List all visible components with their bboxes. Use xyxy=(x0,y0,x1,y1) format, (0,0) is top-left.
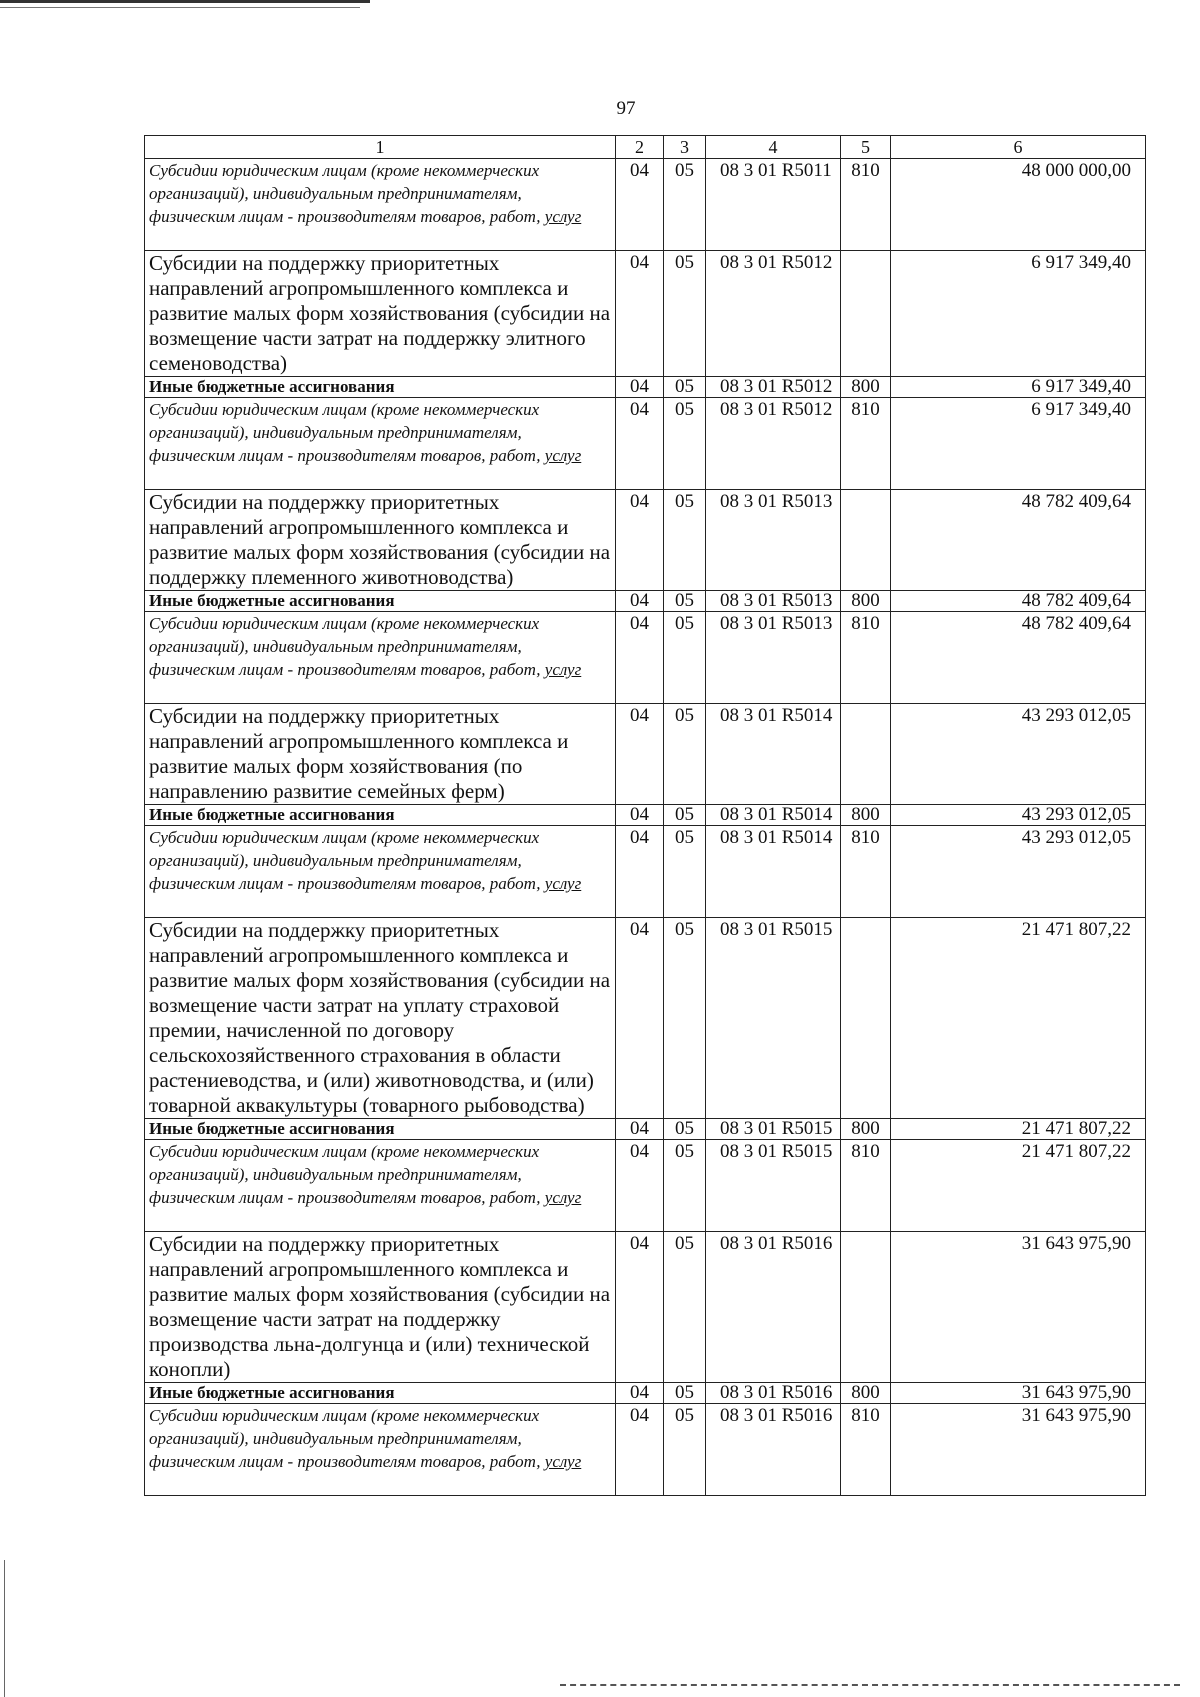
row-amount-cell: 48 782 409,64 xyxy=(891,591,1146,612)
row-name-cell xyxy=(145,1119,616,1140)
row-name-text: Субсидии юридическим лицам (кроме некоммерческих организаций), индивидуальным предпринимателям, физическим лицам - производителям товаров, работ, xyxy=(149,614,541,679)
row-subsection-cell: 05 xyxy=(664,490,706,591)
row-name-last-word: услуг xyxy=(544,207,582,226)
row-subsection-cell: 05 xyxy=(664,826,706,918)
row-name-cell xyxy=(145,1383,616,1404)
row-section-cell: 04 xyxy=(616,490,664,591)
row-subsection-cell: 05 xyxy=(664,1232,706,1383)
row-target-code-cell: 08 3 01 R5016 xyxy=(706,1232,841,1383)
row-amount-cell: 21 471 807,22 xyxy=(891,1119,1146,1140)
row-target-code-cell: 08 3 01 R5014 xyxy=(706,704,841,805)
row-section-cell: 04 xyxy=(616,591,664,612)
row-name-last-word: услуг xyxy=(544,446,582,465)
row-section-cell: 04 xyxy=(616,251,664,377)
scan-top-rule-thin xyxy=(0,7,360,8)
row-section-cell: 04 xyxy=(616,1383,664,1404)
row-target-code-cell: 08 3 01 R5013 xyxy=(706,612,841,704)
row-name-cell xyxy=(145,1140,616,1232)
row-name-text: Иные бюджетные ассигнования xyxy=(149,591,395,610)
scan-top-rule xyxy=(0,0,370,3)
table-row xyxy=(145,1404,1146,1496)
row-section-cell: 04 xyxy=(616,1140,664,1232)
row-amount-cell: 21 471 807,22 xyxy=(891,1140,1146,1232)
row-target-code-cell: 08 3 01 R5014 xyxy=(706,826,841,918)
scan-bottom-dash xyxy=(560,1684,1180,1686)
table-row xyxy=(145,1383,1146,1404)
table-row xyxy=(145,704,1146,805)
row-amount-cell: 31 643 975,90 xyxy=(891,1383,1146,1404)
table-row xyxy=(145,591,1146,612)
row-name-last-word: услуг xyxy=(544,1452,582,1471)
row-subsection-cell: 05 xyxy=(664,1140,706,1232)
row-name-text: Субсидии юридическим лицам (кроме некоммерческих организаций), индивидуальным предпринимателям, физическим лицам - производителям товаров, работ, xyxy=(149,1142,541,1207)
row-name-text: Субсидии юридическим лицам (кроме некоммерческих организаций), индивидуальным предпринимателям, физическим лицам - производителям товаров, работ, xyxy=(149,161,541,226)
row-name-cell xyxy=(145,805,616,826)
budget-table xyxy=(144,135,1146,1496)
row-name-text: Субсидии на поддержку приоритетных направлений агропромышленного комплекса и развитие малых форм хозяйствования (по направлению развитие семейных ферм) xyxy=(149,704,569,803)
row-subsection-cell: 05 xyxy=(664,398,706,490)
row-expense-type-cell: 800 xyxy=(841,805,891,826)
table-row xyxy=(145,159,1146,251)
row-subsection-cell: 05 xyxy=(664,1404,706,1496)
row-expense-type-cell xyxy=(841,490,891,591)
row-name-text: Субсидии юридическим лицам (кроме некоммерческих организаций), индивидуальным предпринимателям, физическим лицам - производителям товаров, работ, xyxy=(149,828,541,893)
row-name-cell xyxy=(145,490,616,591)
row-section-cell: 04 xyxy=(616,704,664,805)
row-expense-type-cell: 810 xyxy=(841,1140,891,1232)
row-name-cell xyxy=(145,918,616,1119)
row-target-code-cell: 08 3 01 R5015 xyxy=(706,918,841,1119)
row-target-code-cell: 08 3 01 R5014 xyxy=(706,805,841,826)
row-name-cell xyxy=(145,398,616,490)
row-subsection-cell: 05 xyxy=(664,704,706,805)
row-subsection-cell: 05 xyxy=(664,1383,706,1404)
table-row xyxy=(145,612,1146,704)
row-subsection-cell: 05 xyxy=(664,805,706,826)
row-expense-type-cell: 800 xyxy=(841,1119,891,1140)
budget-table-container xyxy=(144,135,1145,1491)
row-target-code-cell: 08 3 01 R5011 xyxy=(706,159,841,251)
row-expense-type-cell: 800 xyxy=(841,377,891,398)
row-name-text: Субсидии на поддержку приоритетных направлений агропромышленного комплекса и развитие малых форм хозяйствования (субсидии на возмещение части затрат на уплату страховой премии, начисленной по договору сельскохозяйственного страхования в области растениеводства, и (или) животноводства, и (или) товарной аквакультуры (товарного рыбоводства) xyxy=(149,918,611,1117)
row-section-cell: 04 xyxy=(616,805,664,826)
row-amount-cell: 43 293 012,05 xyxy=(891,805,1146,826)
row-expense-type-cell: 810 xyxy=(841,1404,891,1496)
row-section-cell: 04 xyxy=(616,612,664,704)
row-name-cell xyxy=(145,826,616,918)
row-section-cell: 04 xyxy=(616,1404,664,1496)
row-amount-cell: 48 782 409,64 xyxy=(891,612,1146,704)
row-subsection-cell: 05 xyxy=(664,1119,706,1140)
row-name-last-word: услуг xyxy=(544,660,582,679)
header-cell-6: 6 xyxy=(891,136,1146,159)
row-amount-cell: 6 917 349,40 xyxy=(891,251,1146,377)
row-expense-type-cell: 810 xyxy=(841,612,891,704)
row-amount-cell: 48 782 409,64 xyxy=(891,490,1146,591)
row-subsection-cell: 05 xyxy=(664,159,706,251)
row-name-text: Субсидии юридическим лицам (кроме некоммерческих организаций), индивидуальным предпринимателям, физическим лицам - производителям товаров, работ, xyxy=(149,400,541,465)
row-expense-type-cell: 810 xyxy=(841,398,891,490)
row-subsection-cell: 05 xyxy=(664,591,706,612)
row-amount-cell: 43 293 012,05 xyxy=(891,826,1146,918)
header-cell-4: 4 xyxy=(706,136,841,159)
row-section-cell: 04 xyxy=(616,159,664,251)
header-cell-3: 3 xyxy=(664,136,706,159)
header-cell-1: 1 xyxy=(145,136,616,159)
row-expense-type-cell xyxy=(841,704,891,805)
row-expense-type-cell xyxy=(841,918,891,1119)
row-name-cell xyxy=(145,159,616,251)
row-name-text: Субсидии на поддержку приоритетных направлений агропромышленного комплекса и развитие малых форм хозяйствования (субсидии на поддержку племенного животноводства) xyxy=(149,490,611,589)
table-row xyxy=(145,918,1146,1119)
row-section-cell: 04 xyxy=(616,398,664,490)
row-section-cell: 04 xyxy=(616,918,664,1119)
row-name-text: Иные бюджетные ассигнования xyxy=(149,1383,395,1402)
row-section-cell: 04 xyxy=(616,377,664,398)
row-subsection-cell: 05 xyxy=(664,251,706,377)
row-name-last-word: услуг xyxy=(544,874,582,893)
row-name-text: Субсидии на поддержку приоритетных направлений агропромышленного комплекса и развитие малых форм хозяйствования (субсидии на возмещение части затрат на поддержку производства льна-долгунца и (или) технической конопли) xyxy=(149,1232,611,1381)
table-row xyxy=(145,805,1146,826)
table-row xyxy=(145,377,1146,398)
row-target-code-cell: 08 3 01 R5013 xyxy=(706,591,841,612)
row-name-last-word: услуг xyxy=(544,1188,582,1207)
row-name-text: Иные бюджетные ассигнования xyxy=(149,1119,395,1138)
row-name-cell xyxy=(145,612,616,704)
row-target-code-cell: 08 3 01 R5016 xyxy=(706,1404,841,1496)
row-amount-cell: 6 917 349,40 xyxy=(891,377,1146,398)
row-subsection-cell: 05 xyxy=(664,918,706,1119)
row-expense-type-cell: 800 xyxy=(841,591,891,612)
row-target-code-cell: 08 3 01 R5016 xyxy=(706,1383,841,1404)
row-section-cell: 04 xyxy=(616,1232,664,1383)
row-expense-type-cell xyxy=(841,251,891,377)
row-name-text: Иные бюджетные ассигнования xyxy=(149,805,395,824)
row-name-cell xyxy=(145,1232,616,1383)
row-amount-cell: 6 917 349,40 xyxy=(891,398,1146,490)
row-name-cell xyxy=(145,704,616,805)
table-row xyxy=(145,251,1146,377)
row-name-text: Субсидии на поддержку приоритетных направлений агропромышленного комплекса и развитие малых форм хозяйствования (субсидии на возмещение части затрат на поддержку элитного семеноводства) xyxy=(149,251,611,375)
row-section-cell: 04 xyxy=(616,1119,664,1140)
row-section-cell: 04 xyxy=(616,826,664,918)
row-amount-cell: 21 471 807,22 xyxy=(891,918,1146,1119)
table-row xyxy=(145,1140,1146,1232)
row-expense-type-cell: 810 xyxy=(841,159,891,251)
header-cell-5: 5 xyxy=(841,136,891,159)
row-expense-type-cell xyxy=(841,1232,891,1383)
row-name-text: Субсидии юридическим лицам (кроме некоммерческих организаций), индивидуальным предпринимателям, физическим лицам - производителям товаров, работ, xyxy=(149,1406,541,1471)
row-name-text: Иные бюджетные ассигнования xyxy=(149,377,395,396)
row-expense-type-cell: 800 xyxy=(841,1383,891,1404)
row-amount-cell: 48 000 000,00 xyxy=(891,159,1146,251)
budget-table-body xyxy=(145,136,1146,1496)
row-amount-cell: 31 643 975,90 xyxy=(891,1404,1146,1496)
table-row xyxy=(145,490,1146,591)
row-name-cell xyxy=(145,377,616,398)
row-subsection-cell: 05 xyxy=(664,612,706,704)
table-row xyxy=(145,1119,1146,1140)
row-target-code-cell: 08 3 01 R5015 xyxy=(706,1119,841,1140)
row-target-code-cell: 08 3 01 R5013 xyxy=(706,490,841,591)
scan-left-edge xyxy=(4,1560,5,1697)
table-row xyxy=(145,1232,1146,1383)
row-name-cell xyxy=(145,591,616,612)
table-row xyxy=(145,398,1146,490)
table-row xyxy=(145,826,1146,918)
row-amount-cell: 31 643 975,90 xyxy=(891,1232,1146,1383)
row-amount-cell: 43 293 012,05 xyxy=(891,704,1146,805)
table-header-row xyxy=(145,136,1146,159)
row-expense-type-cell: 810 xyxy=(841,826,891,918)
page-number: 97 xyxy=(616,98,636,119)
row-name-cell xyxy=(145,1404,616,1496)
row-target-code-cell: 08 3 01 R5012 xyxy=(706,251,841,377)
row-target-code-cell: 08 3 01 R5012 xyxy=(706,398,841,490)
row-target-code-cell: 08 3 01 R5015 xyxy=(706,1140,841,1232)
header-cell-2: 2 xyxy=(616,136,664,159)
row-name-cell xyxy=(145,251,616,377)
row-subsection-cell: 05 xyxy=(664,377,706,398)
row-target-code-cell: 08 3 01 R5012 xyxy=(706,377,841,398)
